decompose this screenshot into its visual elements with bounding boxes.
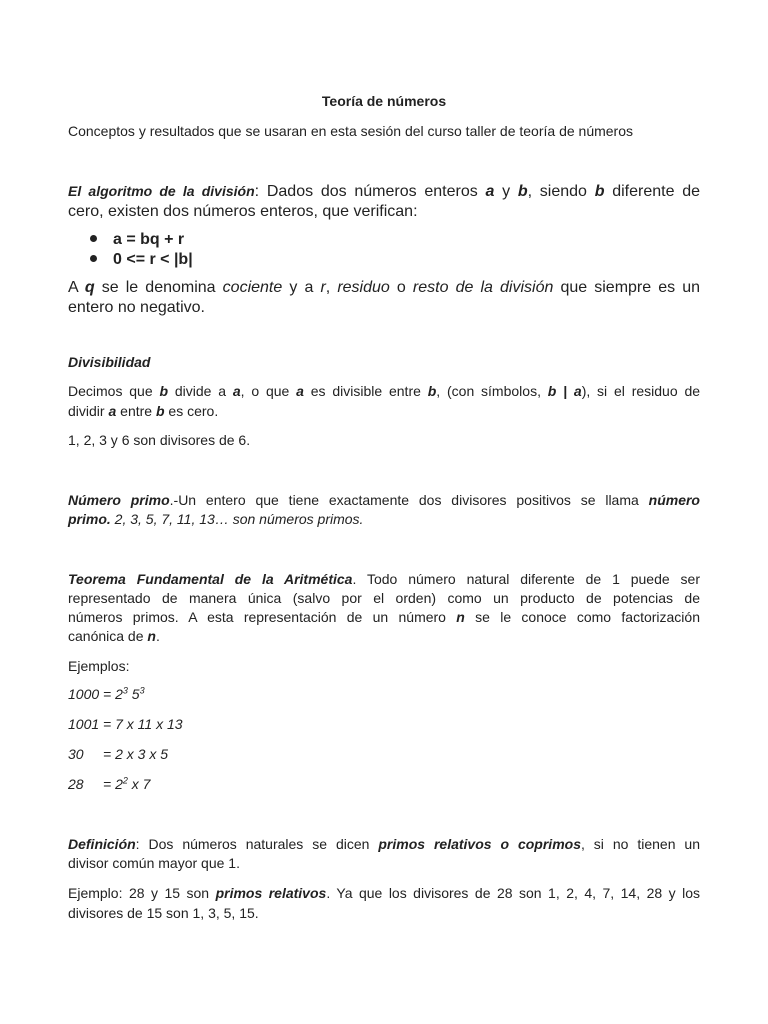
teorema-paragraph-line2: representado de manera única (salvo por el orden) como un producto de potencias de (68, 590, 700, 606)
quotient-paragraph-line2: entero no negativo. (68, 299, 205, 316)
division-paragraph-line2: cero, existen dos números enteros, que verifican: (68, 203, 418, 220)
definicion-paragraph-line1: Definición: Dos números naturales se dicen primos relativos o coprimos, si no tienen un (68, 836, 700, 852)
ejemplos-label: Ejemplos: (68, 658, 130, 674)
primo-paragraph-line2: primo. 2, 3, 5, 7, 11, 13… son números primos. (68, 511, 364, 527)
definicion-heading: Definición (68, 836, 136, 852)
divisibilidad-example: 1, 2, 3 y 6 son divisores de 6. (68, 432, 251, 448)
division-paragraph-line1: El algoritmo de la división: Dados dos números enteros a y b, siendo b diferente de (68, 183, 701, 200)
divisibilidad-paragraph-line2: dividir a entre b es cero. (68, 403, 219, 419)
division-heading: El algoritmo de la división (68, 183, 255, 199)
bullet-item: 0 <= r < |b| (90, 250, 193, 270)
ejemplo-paragraph-line1: Ejemplo: 28 y 15 son primos relativos. Ya que los divisores de 28 son 1, 2, 4, 7, 14, 28 y los (68, 885, 700, 901)
teorema-paragraph-line1: Teorema Fundamental de la Aritmética. Todo número natural diferente de 1 puede ser (68, 571, 700, 587)
example-28: 28 = $2^2$ x 7 (68, 775, 151, 792)
teorema-heading: Teorema Fundamental de la Aritmética (68, 571, 353, 587)
definicion-paragraph-line2: divisor común mayor que 1. (68, 855, 240, 871)
teorema-paragraph-line4: canónica de n. (68, 628, 160, 644)
example-1000: $1000 = 2^3$ $5^3$ (68, 685, 145, 702)
bullet-icon (90, 255, 97, 262)
example-1001: 1001 = 7 x 11 x 13 (68, 716, 183, 732)
ejemplo-paragraph-line2: divisores de 15 son 1, 3, 5, 15. (68, 905, 259, 921)
divisibilidad-heading: Divisibilidad (68, 354, 151, 370)
bullet-item: a = bq + r (90, 230, 184, 250)
divisibilidad-paragraph-line1: Decimos que b divide a a, o que a es divisible entre b, (con símbolos, b | a), si el residuo de (68, 383, 701, 399)
intro-text: Conceptos y resultados que se usaran en esta sesión del curso taller de teoría de números (68, 123, 633, 139)
bullet-icon (90, 235, 97, 242)
example-30: 30 = 2 x 3 x 5 (68, 746, 169, 762)
teorema-paragraph-line3: números primos. A esta representación de un número n se le conoce como factorización (68, 609, 700, 625)
quotient-paragraph-line1: A q se le denomina cociente y a r, residuo o resto de la división que siempre es un (68, 279, 701, 296)
primo-paragraph-line1: Número primo.-Un entero que tiene exactamente dos divisores positivos se llama número (68, 492, 700, 508)
primo-heading: Número primo (68, 492, 170, 508)
page-title: Teoría de números (321, 93, 447, 109)
